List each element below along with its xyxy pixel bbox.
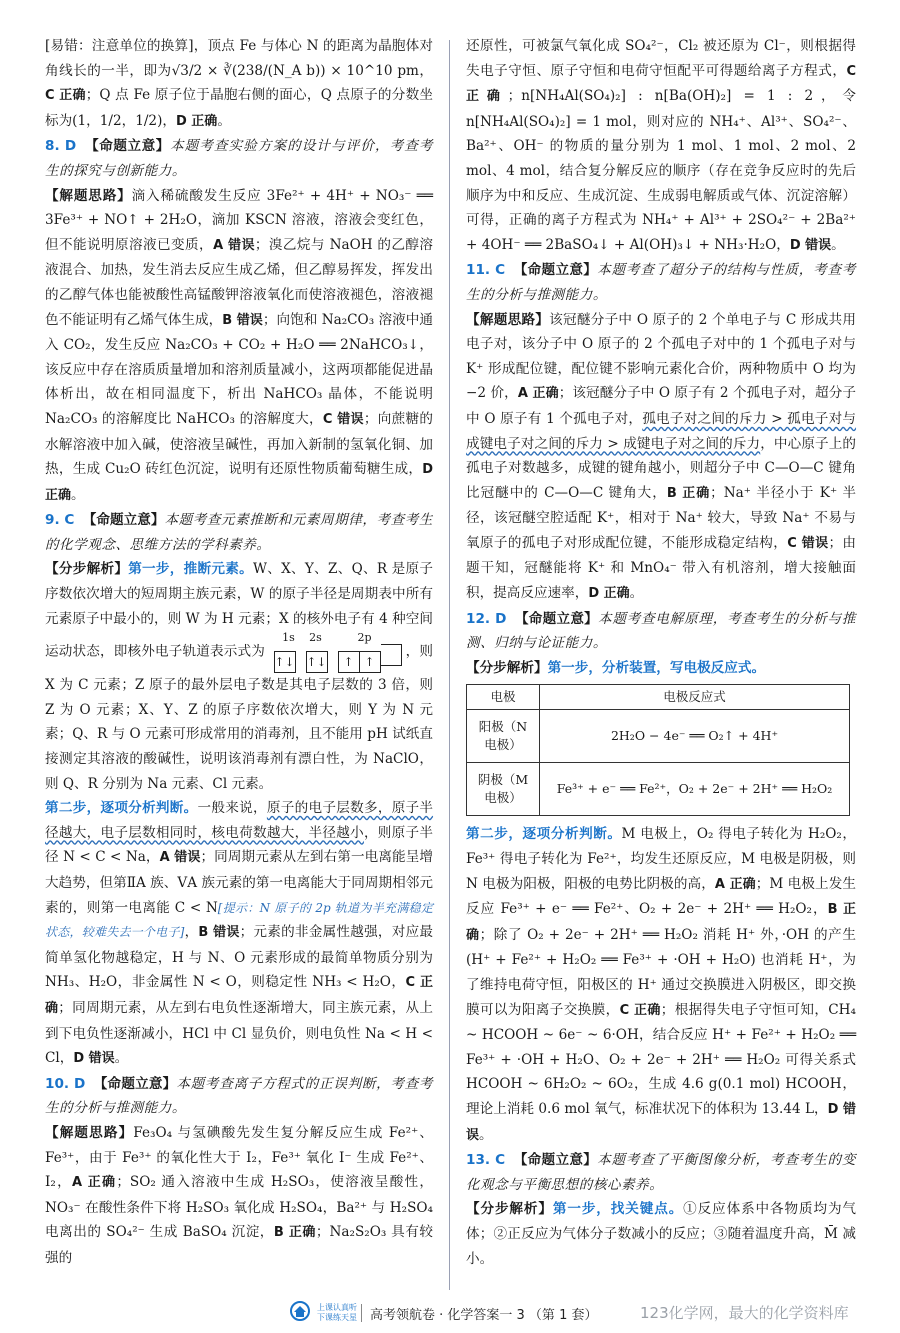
publisher-logo-icon [285, 1300, 315, 1326]
q13-step-tag: 【分步解析】 [466, 1201, 553, 1218]
q8-intent: 本题考查实验方案的设计与评价，考查考生的探究与创新能力。 [45, 138, 434, 179]
electrode-table-header-electrode: 电极 [467, 685, 540, 710]
orbital-label-1s: 1s [282, 631, 295, 645]
q10-intent-tag: 【命题立意】 [93, 1075, 177, 1092]
electrode-table-header [467, 685, 850, 710]
q7-text-1: [易错：注意单位的换算]，顶点 Fe 与体心 N 的距离为晶胞体对角线长的一半，即为√3/2 × ∛(238/(N_A b)) × 10^10 pm， [45, 38, 433, 79]
q13-text-1: ①反应体系中各物质均为气体；②正反应为气体分子数减小的反应；③随着温度升高，M̄ 减小。 [466, 1201, 857, 1267]
q10-text-1: Fe₃O₄ 与氢碘酸先发生复分解反应生成 Fe²⁺、Fe³⁺，由于 Fe³⁺ 的氧化性大于 I₂，Fe³⁺ 氧化 I⁻ 生成 Fe²⁺、I₂， [45, 1124, 433, 1191]
q13-intent-tag: 【命题立意】 [513, 1152, 598, 1169]
q11-text-1: 该冠醚分子中 O 原子的 2 个单电子与 C 形成共用电子对，该分子中 O 原子的 2 个孤电子对中的 1 个孤电子对与 K⁺ 形成配位键，配位键不影响元素化合价，两种物质中 O 均为 −2 价， [466, 311, 856, 402]
table-row [467, 710, 850, 763]
q13-intent: 本题考查了平衡图像分析，考查考生的变化观念与平衡思想的核心素养。 [466, 1152, 857, 1193]
q7-text-2: ；Q 点 Fe 原子位于晶胞右侧的面心，Q 点原子的分数坐标为(1，1/2，1/2)， [45, 87, 433, 129]
q10-idea-tag: 【解题思路】 [45, 1124, 134, 1141]
q11-idea-tag: 【解题思路】 [466, 311, 550, 328]
q11-verdict-b: B 正确 [666, 485, 711, 501]
q11-solution: 【解题思路】该冠醚分子中 O 原子的 2 个单电子与 C 形成共用电子对，该分子中 O 原子的 2 个孤电子对中的 1 个孤电子对与 K⁺ 形成配位键，配位键不影响元素化合价，两种物质中 O 均为 −2 价，A 正确；该冠醚分子中 O 原子有 2 个孤电子对，超分子中 O 原子有 1 个孤电子对，孤电子对之间的斥力 > 孤电子对与成键电子对之间的斥力 > 成键电子对之间的斥力，中心原子上的孤电子对数越多，成键的键角越小，则超分子中 C—O—C 键角比冠醚中的 C—O—C 键角大，B 正确；Na⁺ 半径小于 K⁺ 半径，该冠醚空腔适配 K⁺，相对于 Na⁺ 较大，导致 Na⁺ 不易与氧原子的孤电子对形成配位键，不能形成稳定结构，C 错误；由题干知，冠醚能将 K⁺ 和 MnO₄⁻ 带入有机溶剂，增大接触面积，提高反应速率，D 正确。 [466, 311, 857, 602]
q9-text-8: ；同周期元素，从左到右电负性逐渐增大，同主族元素，从上到下电负性逐渐减小，HCl 中 Cl 显负价，则电负性 Na < H < Cl， [45, 999, 433, 1067]
q9-text-1: W、X、Y、Z、Q、R 是原子序数依次增大的短周期主族元素，W 的原子半径是周期表中所有元素原子中最小的，则 W 为 H 元素；X 的核外电子有 4 种空间运动状态，即核外电子轨道表示式为 [45, 561, 433, 660]
q12-verdict-c: C 正确 [619, 1002, 661, 1018]
q12-step-2-block: 第二步，逐项分析判断。M 电极上，O₂ 得电子转化为 H₂O₂，Fe³⁺ 得电子转化为 Fe²⁺，均发生还原反应，M 电极是阴极，则 N 电极为阳极，阳极的电势比阴极的高，A 正确；M 电极上发生反应 Fe³⁺ + e⁻ ══ Fe²⁺、O₂ + 2e⁻ + 2H⁺ ══ H₂O₂，B 正确；除了 O₂ + 2e⁻ + 2H⁺ ══ H₂O₂ 消耗 H⁺ 外，·OH 的产生(H⁺ + Fe²⁺ + H₂O₂ ══ Fe³⁺ + ·OH + H₂O) 也消耗 H⁺，为了维持电荷守恒，阳极区的 H⁺ 通过交换膜进入阴极区，即交换膜可以为阳离子交换膜，C 正确；根据得失电子守恒可知，CH₄ ~ HCOOH ~ 6e⁻ ~ 6·OH，结合反应 H⁺ + Fe²⁺ + H₂O₂ ══ Fe³⁺ + ·OH + H₂O、O₂ + 2e⁻ + 2H⁺ ══ H₂O₂ 可得关系式 HCOOH ~ 6H₂O₂ ~ 6O₂，生成 4.6 g(0.1 mol) HCOOH，理论上消耗 0.6 mol 氧气，标准状况下的体积为 13.44 L，D 错误。 [466, 826, 856, 1143]
q11-intent-tag: 【命题立意】 [513, 262, 598, 279]
q9-verdict-a: A 错误 [159, 850, 201, 866]
q8-block [45, 134, 433, 183]
q11-verdict-d: D 正确 [588, 586, 630, 602]
q12-verdict-b: B 正确 [466, 902, 856, 943]
q9-solution [45, 557, 433, 796]
q12-step-1-block [466, 656, 856, 681]
q8-text-1: 滴入稀硫酸发生反应 3Fe²⁺ + 4H⁺ + NO₃⁻ ══ 3Fe³⁺ + NO↑ + 2H₂O，滴加 KSCN 溶液，溶液会变红色，但不能说明原溶液已变质， [45, 187, 433, 253]
q7-verdict-d: D 正确 [175, 113, 218, 129]
q11-text-4: ；Na⁺ 半径小于 K⁺ 半径，该冠醚空腔适配 K⁺，相对于 Na⁺ 较大，导致 Na⁺ 不易与氧原子的孤电子对形成配位键，不能形成稳定结构， [466, 484, 857, 551]
q11-text-2: ；该冠醚分子中 O 原子有 2 个孤电子对，超分子中 O 原子有 1 个孤电子对， [466, 385, 856, 427]
orbital-box-2p-2: ↑ [360, 651, 381, 673]
q9-text-6: ， [184, 924, 199, 941]
q7-verdict-c: C 正确 [45, 88, 86, 104]
q8-intent-tag: 【命题立意】 [85, 138, 170, 155]
q8-verdict-c: C 错误 [322, 411, 364, 427]
q9-wavy-note: 原子的电子层数多，原子半径越大，电子层数相同时，核电荷数越大，半径越小 [45, 800, 434, 841]
q8-verdict-d: D 正确 [45, 462, 433, 503]
q12-text-4: ；根据得失电子守恒可知，CH₄ ~ HCOOH ~ 6e⁻ ~ 6·OH，结合反应 H⁺ + Fe²⁺ + H₂O₂ ══ Fe³⁺ + ·OH + H₂O、O₂ + 2e⁻ + 2H⁺ ══ H₂O₂ 可得关系式 HCOOH ~ 6H₂O₂ ~ 6O₂，生成 4.6 g(0.1 mol) HCOOH，理论上消耗 0.6 mol 氧气，标准状况下的体积为 13.44 L， [466, 1001, 856, 1117]
orbital-diagram [274, 631, 402, 673]
q11-number: 11. C [466, 262, 506, 279]
column-divider [449, 40, 450, 1290]
right-column [466, 34, 856, 1271]
q10-intent: 本题考查离子方程式的正误判断，考查考生的分析与推测能力。 [45, 1075, 434, 1117]
q9-block [45, 508, 433, 557]
q13-step-1: 第一步，找关键点。 [552, 1201, 684, 1218]
q8-verdict-a: A 错误 [213, 237, 255, 253]
q9-hint: [提示：N 原子的 2p 轨道为半充满稳定状态，较难失去一个电子] [45, 900, 433, 940]
q8-verdict-b: B 错误 [222, 312, 263, 328]
q9-step-2-block: 第二步，逐项分析判断。一般来说，原子的电子层数多，原子半径越大，电子层数相同时，核电荷数越大，半径越小，则原子半径 N < C < Na，A 错误；同周期元素从左到右第一电离能呈增大趋势，但第ⅡA 族、ⅤA 族元素的第一电离能大于同周期相邻元素的，则第一电离能 C < N[提示：N 原子的 2p 轨道为半充满稳定状态，较难失去一个电子]，B 错误；元素的非金属性越强，对应最简单氢化物越稳定，H 与 N、O 元素形成的最简单物质分别为 NH₃、H₂O，非金属性 N < O，则稳定性 NH₃ < H₂O，C 正确；同周期元素，从左到右电负性逐渐增大，同主族元素，从上到下电负性逐渐减小，HCl 中 Cl 显负价，则电负性 Na < H < Cl，D 错误。 [45, 800, 434, 1067]
q12-step-1: 第一步，分析装置，写电极反应式。 [547, 659, 766, 676]
table-row [467, 763, 850, 816]
q8-solution: 【解题思路】滴入稀硫酸发生反应 3Fe²⁺ + 4H⁺ + NO₃⁻ ══ 3Fe³⁺ + NO↑ + 2H₂O，滴加 KSCN 溶液，溶液会变红色，但不能说明原溶液已变质，A 错误；溴乙烷与 NaOH 的乙醇溶液混合、加热，发生消去反应生成乙烯，但乙醇易挥发，挥发出的乙醇气体也能被酸性高锰酸钾溶液氧化而使溶液褪色，溶液褪色不能证明有乙烯气体生成，B 错误；向饱和 Na₂CO₃ 溶液中通入 CO₂，发生反应 Na₂CO₃ + CO₂ + H₂O ══ 2NaHCO₃↓，该反应中存在溶质质量增加和溶剂质量减小，这两项都能促进晶体析出，故在相同温度下，析出 NaHCO₃ 晶体，不能说明 Na₂CO₃ 的溶解度比 NaHCO₃ 的溶解度大，C 错误；向蔗糖的水解溶液中加入碱，使溶液呈碱性，再加入新制的氢氧化铜、加热，生成 Cu₂O 砖红色沉淀，说明有还原性物质葡萄糖生成，D 正确。 [45, 187, 434, 503]
q9-verdict-c: C 正确 [45, 975, 433, 1016]
q13-number: 13. C [466, 1152, 506, 1169]
q10-solution [45, 1121, 433, 1271]
q12-verdict-a: A 正确 [714, 876, 756, 892]
q9-text-4: ，则原子半径 N < C < Na， [45, 824, 433, 866]
q12-block [466, 607, 856, 656]
q8-text-4: ；向蔗糖的水解溶液中加入碱，使溶液呈碱性，再加入新制的氢氧化铜、加热，生成 Cu₂O 砖红色沉淀，说明有还原性物质葡萄糖生成， [45, 410, 433, 478]
q10-number: 10. D [45, 1075, 86, 1092]
page-footer [0, 1296, 900, 1333]
q10-verdict-b: B 正确 [273, 1225, 316, 1241]
orbital-label-2p: 2p [357, 631, 372, 645]
q12-step-tag: 【分步解析】 [466, 659, 548, 676]
q13-solution [466, 1197, 856, 1271]
q10-continuation: 还原性，可被氯气氧化成 SO₄²⁻，Cl₂ 被还原为 Cl⁻，则根据得失电子守恒、原子守恒和电荷守恒配平可得题给离子方程式，C 正确；n[NH₄Al(SO₄)₂] : n[Ba(OH)₂] = 1 : 2，令 n[NH₄Al(SO₄)₂] = 1 mol，则对应的 NH₄⁺、Al³⁺、SO₄²⁻、Ba²⁺、OH⁻ 的物质的量分别为 1 mol、1 mol、2 mol、2 mol、4 mol，结合复分解反应的顺序（存在竞争反应时的先后顺序为中和反应、生成沉淀、生成弱电解质或气体、沉淀溶解）可得，正确的离子方程式为 NH₄⁺ + Al³⁺ + 2SO₄²⁻ + 2Ba²⁺ + 4OH⁻ ══ 2BaSO₄↓ + Al(OH)₃↓ + NH₃·H₂O，D 错误。 [466, 38, 856, 253]
q8-text-2: ；溴乙烷与 NaOH 的乙醇溶液混合、加热，发生消去反应生成乙烯，但乙醇易挥发，挥发出的乙醇气体也能被酸性高锰酸钾溶液氧化而使溶液褪色，溶液褪色不能证明有乙烯气体生成， [45, 236, 434, 328]
q10-verdict-a: A 正确 [71, 1175, 117, 1191]
footer-slogan-line-1: 上课认真听 [317, 1303, 357, 1312]
q9-verdict-d: D 错误 [73, 1051, 115, 1067]
q12-text-1: M 电极上，O₂ 得电子转化为 H₂O₂，Fe³⁺ 得电子转化为 Fe²⁺，均发生还原反应，M 电极是阴极，则 N 电极为阳极，阳极的电势比阴极的高， [466, 826, 856, 892]
footer-slogan [317, 1303, 357, 1323]
q10-verdict-c: C 正确 [466, 63, 856, 105]
orbital-box-2p-1: ↑ [338, 651, 360, 673]
q10-text-2: ；SO₂ 通入溶液中生成 H₂SO₃，使溶液呈酸性，NO₃⁻ 在酸性条件下将 H₂SO₃ 氧化成 H₂SO₄，Ba²⁺ 与 H₂SO₄ 电离出的 SO₄²⁻ 生成 BaSO₄ 沉淀， [45, 1174, 433, 1241]
footer-slogan-line-2: 下课练天星 [317, 1313, 357, 1322]
q9-intent-tag: 【命题立意】 [82, 512, 165, 529]
reaction-cathode: Fe³⁺ + e⁻ ══ Fe²⁺，O₂ + 2e⁻ + 2H⁺ ══ H₂O₂ [540, 763, 850, 816]
q10-verdict-d: D 错误 [789, 237, 832, 253]
q9-step-tag: 【分步解析】 [45, 561, 129, 578]
q9-text-5: ；同周期元素从左到右第一电离能呈增大趋势，但第ⅡA 族、ⅤA 族元素的第一电离能大于同周期相邻元素的，则第一电离能 C < N [45, 849, 433, 916]
q12-intent: 本题考查电解原理，考查考生的分析与推测、归纳与论证能力。 [466, 610, 856, 652]
q12-number: 12. D [466, 610, 507, 627]
q12-intent-tag: 【命题立意】 [514, 610, 599, 627]
q12-text-3: ；除了 O₂ + 2e⁻ + 2H⁺ ══ H₂O₂ 消耗 H⁺ 外，·OH 的产生(H⁺ + Fe²⁺ + H₂O₂ ══ Fe³⁺ + ·OH + H₂O) 也消耗 H⁺，为了维持电荷守恒，阳极区的 H⁺ 通过交换膜进入阴极区，即交换膜可以为阳离子交换膜， [466, 926, 856, 1018]
reaction-anode: 2H₂O − 4e⁻ ══ O₂↑ + 4H⁺ [540, 710, 850, 763]
orbital-box-2p-3 [381, 644, 402, 666]
q12-step-2: 第二步，逐项分析判断。 [466, 826, 622, 843]
q9-text-3: 一般来说， [197, 800, 267, 817]
left-column [45, 34, 433, 1271]
q10-block [45, 1072, 433, 1121]
watermark: 123化学网，最大的化学资料库 [640, 1304, 849, 1322]
q9-step-1: 第一步，推断元素。 [128, 561, 253, 578]
q11-text-3: ，中心原子上的孤电子对数越多，成键的键角越小，则超分子中 C—O—C 键角比冠醚中的 C—O—C 键角大， [466, 435, 857, 501]
q10-text-4: 还原性，可被氯气氧化成 SO₄²⁻，Cl₂ 被还原为 Cl⁻，则根据得失电子守恒、原子守恒和电荷守恒配平可得题给离子方程式， [466, 38, 856, 79]
q11-verdict-a: A 正确 [517, 386, 559, 402]
q7-continuation: [易错：注意单位的换算]，顶点 Fe 与体心 N 的距离为晶胞体对角线长的一半，即为√3/2 × ∛(238/(N_A b)) × 10^10 pm，C 正确；Q 点 Fe 原子位于晶胞右侧的面心，Q 点原子的分数坐标为(1，1/2，1/2)，D 正确。 [45, 38, 433, 129]
footer-title: 高考领航卷 · 化学答案一 3 （第 1 套） [370, 1308, 598, 1323]
q8-idea-tag: 【解题思路】 [45, 187, 132, 204]
q11-verdict-c: C 错误 [787, 535, 829, 551]
q12-text-2: ；M 电极上发生反应 Fe³⁺ + e⁻ ══ Fe²⁺、O₂ + 2e⁻ + 2H⁺ ══ H₂O₂， [466, 875, 856, 918]
q10-text-5: ；n[NH₄Al(SO₄)₂] : n[Ba(OH)₂] = 1 : 2，令 n[NH₄Al(SO₄)₂] = 1 mol，则对应的 NH₄⁺、Al³⁺、SO₄²⁻、Ba²⁺、OH⁻ 的物质的量分别为 1 mol、1 mol、2 mol、2 mol、4 mol，结合复分解反应的顺序（存在竞争反应时的先后顺序为中和反应、生成沉淀、生成弱电解质或气体、沉淀溶解）可得，正确的离子方程式为 NH₄⁺ + Al³⁺ + 2SO₄²⁻ + 2Ba²⁺ + 4OH⁻ ══ 2BaSO₄↓ + Al(OH)₃↓ + NH₃·H₂O， [466, 88, 856, 253]
electrode-table [466, 684, 850, 816]
q9-verdict-b: B 错误 [198, 925, 240, 941]
q11-block [466, 258, 856, 307]
q9-intent: 本题考查元素推断和元素周期律，考查考生的化学观念、思维方法的学科素养。 [45, 512, 433, 553]
electrode-cathode: 阴极（M 电极） [467, 763, 540, 816]
q9-text-7: ；元素的非金属性越强，对应最简单氢化物越稳定，H 与 N、O 元素形成的最简单物质分别为 NH₃、H₂O，非金属性 N < O，则稳定性 NH₃ < H₂O， [45, 924, 433, 991]
orbital-label-2s: 2s [309, 631, 322, 645]
q10-text-3: ；Na₂S₂O₃ 具有较强的 [45, 1224, 433, 1266]
orbital-box-2s: ↑↓ [306, 651, 328, 673]
q11-intent: 本题考查了超分子的结构与性质，考查考生的分析与推测能力。 [466, 262, 857, 303]
footer-separator [361, 1304, 362, 1322]
orbital-box-1s: ↑↓ [274, 651, 296, 673]
q9-step-2: 第二步，逐项分析判断。 [45, 800, 198, 817]
q11-text-5: ；由题干知，冠醚能将 K⁺ 和 MnO₄⁻ 带入有机溶剂，增大接触面积，提高反应速率， [466, 534, 856, 602]
electrode-anode: 阳极（N 电极） [467, 710, 540, 763]
q9-number: 9. C [45, 512, 75, 529]
q12-verdict-d: D 错误 [466, 1101, 856, 1143]
q13-block [466, 1148, 856, 1197]
q8-text-3: ；向饱和 Na₂CO₃ 溶液中通入 CO₂，发生反应 Na₂CO₃ + CO₂ + H₂O ══ 2NaHCO₃↓，该反应中存在溶质质量增加和溶剂质量减小，这两项都能促进晶体析出，故在相同温度下，析出 NaHCO₃ 晶体，不能说明 Na₂CO₃ 的溶解度比 NaHCO₃ 的溶解度大， [45, 311, 434, 427]
q9-text-2: ，则 X 为 C 元素；Z 原子的最外层电子数是其电子层数的 3 倍，则 Z 为 O 元素；X、Y、Z 的原子序数依次增大，则 Y 为 N 元素；Q、R 与 O 元素可形成常用的消毒剂，且不能用 pH 试纸直接测定其溶液的酸碱性，说明该消毒剂有漂白性，为 NaClO，则 Q、R 分别为 Na 元素、Cl 元素。 [45, 643, 434, 792]
electrode-table-header-reaction: 电极反应式 [540, 685, 850, 710]
q8-number: 8. D [45, 138, 77, 155]
q11-wavy-note: 孤电子对之间的斥力 > 孤电子对与成键电子对之间的斥力 > 成键电子对之间的斥力 [466, 410, 857, 452]
